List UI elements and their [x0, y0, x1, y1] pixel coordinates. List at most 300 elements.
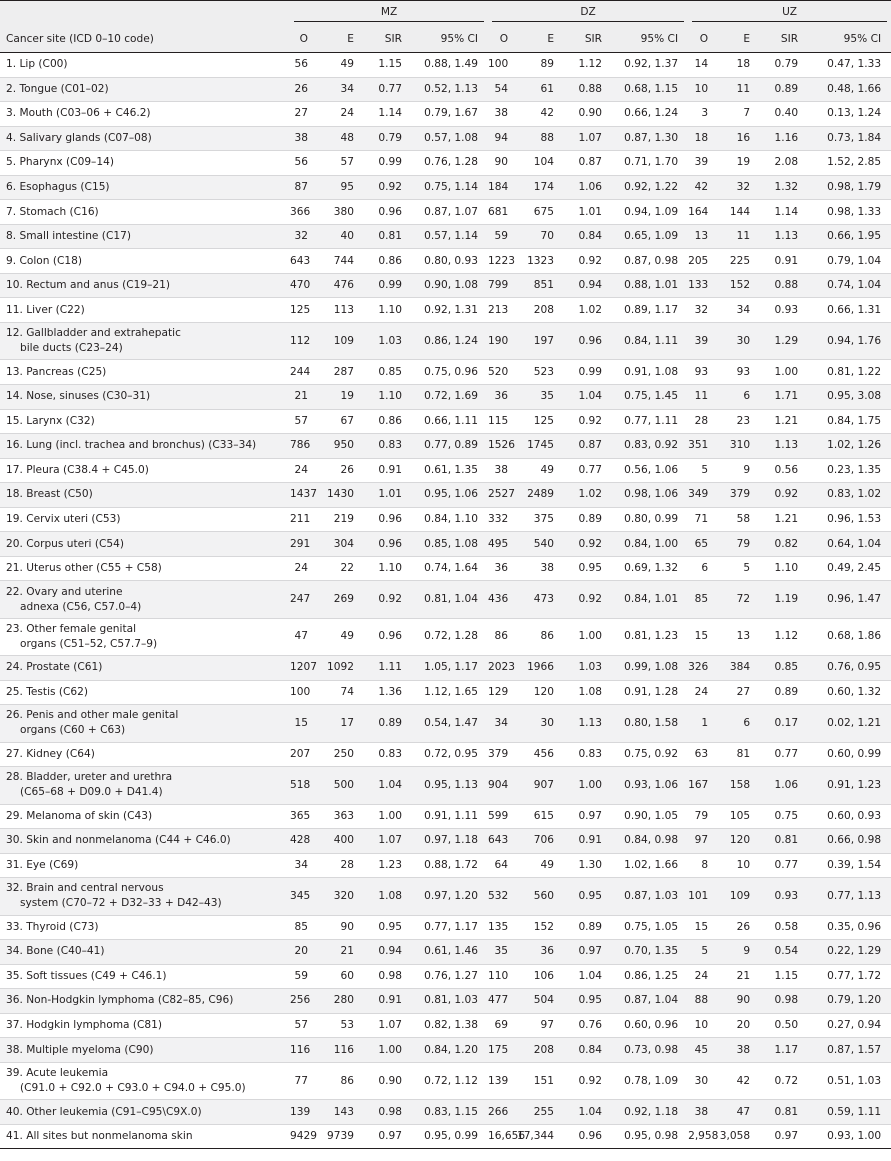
mz-ci-cell: 0.95, 1.13 — [424, 778, 479, 791]
cancer-site-label: 6. Esophagus (C15) — [6, 181, 110, 193]
uz-sir-cell: 0.77 — [774, 858, 799, 871]
uz-sir-cell: 0.82 — [774, 537, 799, 550]
dz-sir-cell: 1.12 — [578, 58, 603, 71]
mz-sir-cell: 0.96 — [378, 512, 402, 525]
uz-observed-cell: 18 — [694, 131, 709, 144]
mz-ci-cell: 0.61, 1.46 — [424, 945, 479, 958]
table-row — [0, 556, 891, 581]
uz-sir-cell: 1.21 — [774, 512, 799, 525]
uz-ci-cell: 0.60, 1.32 — [827, 685, 882, 698]
dz-sir-cell: 0.97 — [578, 809, 603, 822]
column-header-row — [0, 27, 891, 53]
uz-observed-cell: 101 — [688, 889, 709, 902]
uz-ci-cell: 0.95, 3.08 — [827, 390, 882, 403]
uz-sir-cell: 0.97 — [774, 1130, 799, 1143]
uz-sir-cell: 0.81 — [774, 834, 799, 847]
dz-observed-cell: 643 — [488, 834, 509, 847]
uz-observed-cell: 326 — [688, 661, 709, 674]
uz-sir-cell: 0.50 — [774, 1019, 799, 1032]
uz-observed-cell: 15 — [694, 630, 709, 643]
mz-observed-cell: 100 — [290, 685, 311, 698]
dz-expected-cell: 706 — [533, 834, 555, 847]
dz-sir-cell: 0.95 — [578, 562, 603, 575]
dz-expected-cell: 615 — [533, 809, 555, 822]
table-row — [0, 53, 891, 78]
uz-ci-cell: 0.68, 1.86 — [827, 630, 882, 643]
dz-ci-cell: 0.71, 1.70 — [624, 156, 679, 169]
mz-ci-cell: 0.85, 1.08 — [424, 537, 479, 550]
mz-sir-cell: 0.98 — [378, 1105, 402, 1118]
uz-sir-cell: 0.92 — [774, 488, 799, 501]
mz-ci-cell: 0.87, 1.07 — [424, 205, 479, 218]
mz-expected-cell: 21 — [340, 945, 354, 958]
dz-observed-cell: 799 — [488, 279, 509, 292]
mz-expected-cell: 280 — [333, 994, 354, 1007]
cancer-site-label-continued: organs (C51–52, C57.7–9) — [20, 637, 158, 650]
uz-ci-cell: 0.83, 1.02 — [827, 488, 882, 501]
uz-sir-cell: 1.14 — [774, 205, 799, 218]
table-body — [0, 53, 891, 1149]
uz-expected-cell: 9 — [743, 945, 751, 958]
dz-observed-cell: 436 — [488, 593, 509, 606]
mz-ci-cell: 0.81, 1.03 — [424, 994, 479, 1007]
uz-ci-cell: 0.23, 1.35 — [827, 463, 882, 476]
mz-ci-cell: 0.77, 1.17 — [424, 920, 479, 933]
uz-observed-cell: 2,958 — [688, 1130, 719, 1143]
cancer-site-cell — [0, 705, 290, 742]
dz-ci-cell: 0.56, 1.06 — [624, 463, 679, 476]
dz-ci-cell: 0.80, 1.58 — [624, 716, 679, 729]
dz-ci-cell: 0.90, 1.05 — [624, 809, 679, 822]
cancer-site-cell — [0, 581, 290, 618]
mz-ci-cell: 0.77, 0.89 — [424, 439, 479, 452]
uz-ci-cell: 0.81, 1.22 — [827, 365, 882, 378]
cancer-site-cell — [0, 102, 290, 127]
col-header-expected: E — [716, 27, 758, 53]
dz-expected-cell: 375 — [533, 512, 555, 525]
uz-observed-cell: 28 — [694, 414, 709, 427]
uz-ci-cell: 0.96, 1.47 — [827, 593, 882, 606]
dz-expected-cell: 61 — [540, 82, 555, 95]
uz-sir-cell: 0.72 — [774, 1074, 799, 1087]
dz-expected-cell: 88 — [540, 131, 555, 144]
uz-ci-cell: 0.60, 0.93 — [827, 809, 882, 822]
mz-sir-cell: 1.15 — [378, 58, 402, 71]
uz-expected-cell: 26 — [736, 920, 751, 933]
dz-observed-cell: 477 — [488, 994, 509, 1007]
mz-sir-cell: 0.86 — [378, 254, 402, 267]
uz-ci-cell: 1.52, 2.85 — [827, 156, 882, 169]
mz-ci-cell: 1.12, 1.65 — [424, 685, 479, 698]
cancer-site-label: 34. Bone (C40–41) — [6, 945, 105, 958]
uz-observed-cell: 8 — [701, 858, 709, 871]
cancer-site-cell — [0, 249, 290, 274]
dz-sir-cell: 1.04 — [578, 390, 603, 403]
cancer-site-label-continued: organs (C60 + C63) — [20, 724, 126, 737]
cancer-site-label: 21. Uterus other (C55 + C58) — [6, 562, 162, 575]
uz-ci-cell: 0.93, 1.00 — [827, 1130, 882, 1143]
mz-observed-cell: 21 — [294, 390, 308, 403]
dz-ci-cell: 0.80, 0.99 — [624, 512, 679, 525]
uz-expected-cell: 144 — [729, 205, 751, 218]
uz-ci-cell: 0.22, 1.29 — [827, 945, 882, 958]
uz-ci-cell: 1.02, 1.26 — [827, 439, 882, 452]
uz-expected-cell: 105 — [729, 809, 751, 822]
dz-sir-cell: 1.02 — [578, 303, 603, 316]
uz-observed-cell: 14 — [694, 58, 709, 71]
mz-observed-cell: 366 — [290, 205, 311, 218]
uz-sir-cell: 0.89 — [774, 82, 799, 95]
uz-expected-cell: 32 — [736, 181, 751, 193]
uz-sir-cell: 0.98 — [774, 994, 799, 1007]
table-row — [0, 175, 891, 200]
dz-expected-cell: 120 — [533, 685, 555, 698]
uz-sir-cell: 1.15 — [774, 969, 799, 982]
uz-observed-cell: 39 — [694, 334, 709, 347]
uz-observed-cell: 133 — [688, 279, 709, 292]
mz-sir-cell: 0.83 — [378, 747, 402, 760]
uz-observed-cell: 24 — [694, 685, 709, 698]
dz-expected-cell: 675 — [533, 205, 555, 218]
mz-observed-cell: 345 — [290, 889, 311, 902]
mz-ci-cell: 0.76, 1.27 — [424, 969, 479, 982]
uz-observed-cell: 10 — [694, 82, 709, 95]
table-row — [0, 804, 891, 829]
mz-observed-cell: 116 — [290, 1043, 311, 1056]
mz-expected-cell: 19 — [340, 390, 354, 403]
mz-expected-cell: 950 — [333, 439, 354, 452]
mz-expected-cell: 219 — [333, 512, 354, 525]
dz-ci-cell: 0.68, 1.15 — [624, 82, 679, 95]
dz-sir-cell: 1.06 — [578, 181, 603, 193]
dz-observed-cell: 135 — [488, 920, 509, 933]
dz-ci-cell: 0.99, 1.08 — [624, 661, 679, 674]
dz-sir-cell: 0.92 — [578, 1074, 603, 1087]
table-row — [0, 878, 891, 915]
uz-sir-cell: 0.75 — [774, 809, 799, 822]
col-header-ci: 95% CI — [806, 27, 891, 53]
dz-sir-cell: 0.84 — [578, 1043, 603, 1056]
mz-expected-cell: 53 — [340, 1019, 354, 1032]
cancer-site-cell — [0, 1013, 290, 1038]
uz-expected-cell: 7 — [743, 107, 751, 120]
uz-sir-cell: 0.93 — [774, 889, 799, 902]
cancer-site-label: 5. Pharynx (C09–14) — [6, 156, 114, 169]
mz-expected-cell: 49 — [340, 630, 354, 643]
cancer-site-cell — [0, 1100, 290, 1125]
dz-observed-cell: 36 — [494, 390, 509, 403]
mz-observed-cell: 125 — [290, 303, 311, 316]
uz-expected-cell: 90 — [736, 994, 751, 1007]
uz-observed-cell: 85 — [694, 593, 709, 606]
mz-ci-cell: 0.91, 1.11 — [424, 809, 479, 822]
dz-sir-cell: 1.01 — [578, 205, 603, 218]
cancer-site-cell — [0, 175, 290, 200]
mz-ci-cell: 0.57, 1.14 — [424, 230, 479, 243]
table-row — [0, 409, 891, 434]
mz-expected-cell: 26 — [340, 463, 354, 476]
mz-expected-cell: 400 — [333, 834, 354, 847]
mz-sir-cell: 0.89 — [378, 716, 402, 729]
cancer-site-label: 33. Thyroid (C73) — [6, 920, 99, 933]
mz-observed-cell: 85 — [294, 920, 308, 933]
col-header-observed: O — [290, 27, 316, 53]
table-row — [0, 989, 891, 1014]
uz-sir-cell: 0.79 — [774, 58, 799, 71]
mz-ci-cell: 0.75, 0.96 — [424, 365, 479, 378]
uz-observed-cell: 349 — [688, 488, 709, 501]
dz-ci-cell: 1.02, 1.66 — [624, 858, 679, 871]
uz-expected-cell: 47 — [736, 1105, 751, 1118]
uz-ci-cell: 0.60, 0.99 — [827, 747, 882, 760]
cancer-site-cell — [0, 507, 290, 532]
cancer-site-label: 23. Other female genital — [6, 622, 137, 635]
cancer-site-label: 12. Gallbladder and extrahepatic — [6, 327, 181, 340]
table-row — [0, 1038, 891, 1063]
uz-expected-cell: 34 — [736, 303, 751, 316]
table-row — [0, 1013, 891, 1038]
cancer-site-cell — [0, 151, 290, 176]
table-row — [0, 767, 891, 804]
mz-sir-cell: 1.00 — [378, 809, 402, 822]
cancer-site-label: 15. Larynx (C32) — [6, 414, 95, 427]
mz-observed-cell: 87 — [294, 181, 308, 193]
mz-observed-cell: 24 — [294, 562, 308, 575]
dz-expected-cell: 152 — [533, 920, 555, 933]
cancer-site-cell — [0, 878, 290, 915]
cancer-site-label-continued: system (C70–72 + D32–33 + D42–43) — [20, 897, 222, 910]
dz-observed-cell: 599 — [488, 809, 509, 822]
cancer-site-cell — [0, 1124, 290, 1149]
dz-expected-cell: 35 — [540, 390, 555, 403]
uz-expected-cell: 6 — [743, 390, 751, 403]
dz-observed-cell: 904 — [488, 778, 509, 791]
col-header-expected: E — [516, 27, 562, 53]
col-header-ci: 95% CI — [610, 27, 688, 53]
dz-observed-cell: 1223 — [488, 254, 515, 267]
uz-sir-cell: 0.91 — [774, 254, 799, 267]
col-header-expected: E — [316, 27, 362, 53]
mz-sir-cell: 0.98 — [378, 969, 402, 982]
table-row — [0, 249, 891, 274]
uz-sir-cell: 0.54 — [774, 945, 799, 958]
cancer-site-label: 8. Small intestine (C17) — [6, 230, 131, 243]
mz-expected-cell: 1430 — [327, 488, 354, 501]
table-row — [0, 1062, 891, 1099]
cancer-site-cell — [0, 804, 290, 829]
cancer-site-cell — [0, 829, 290, 854]
mz-expected-cell: 116 — [333, 1043, 354, 1056]
dz-observed-cell: 59 — [494, 230, 509, 243]
cancer-site-cell — [0, 1062, 290, 1099]
uz-ci-cell: 0.87, 1.57 — [827, 1043, 882, 1056]
mz-observed-cell: 518 — [290, 778, 311, 791]
table-row — [0, 705, 891, 742]
uz-expected-cell: 72 — [736, 593, 751, 606]
cancer-site-label: 35. Soft tissues (C49 + C46.1) — [6, 969, 167, 982]
group-header-dz: DZ — [488, 1, 688, 27]
mz-expected-cell: 380 — [333, 205, 354, 218]
mz-observed-cell: 9429 — [290, 1130, 317, 1143]
dz-expected-cell: 86 — [540, 630, 555, 643]
dz-observed-cell: 184 — [488, 181, 509, 193]
dz-observed-cell: 38 — [494, 107, 509, 120]
dz-observed-cell: 35 — [494, 945, 509, 958]
mz-expected-cell: 28 — [340, 858, 354, 871]
col-header-sir: SIR — [758, 27, 806, 53]
uz-expected-cell: 18 — [736, 58, 751, 71]
dz-sir-cell: 0.96 — [578, 334, 603, 347]
dz-ci-cell: 0.87, 1.04 — [624, 994, 679, 1007]
cancer-site-label: 3. Mouth (C03–06 + C46.2) — [6, 107, 151, 120]
mz-observed-cell: 26 — [294, 82, 308, 95]
table-row — [0, 507, 891, 532]
mz-sir-cell: 1.07 — [378, 834, 402, 847]
mz-expected-cell: 269 — [333, 593, 354, 606]
uz-ci-cell: 0.27, 0.94 — [827, 1019, 882, 1032]
mz-sir-cell: 1.14 — [378, 107, 402, 120]
mz-ci-cell: 0.83, 1.15 — [424, 1105, 479, 1118]
cancer-site-cell — [0, 767, 290, 804]
dz-ci-cell: 0.84, 1.11 — [624, 334, 679, 347]
uz-observed-cell: 38 — [694, 1105, 709, 1118]
uz-observed-cell: 6 — [701, 562, 709, 575]
mz-expected-cell: 744 — [333, 254, 354, 267]
dz-observed-cell: 64 — [494, 858, 509, 871]
cancer-site-label: 16. Lung (incl. trachea and bronchus) (C33–34) — [6, 439, 257, 452]
uz-sir-cell: 0.40 — [774, 107, 799, 120]
uz-ci-cell: 0.47, 1.33 — [827, 58, 882, 71]
cancer-site-label-continued: (C65–68 + D09.0 + D41.4) — [20, 786, 163, 799]
dz-sir-cell: 0.90 — [578, 107, 603, 120]
mz-expected-cell: 22 — [340, 562, 354, 575]
uz-sir-cell: 0.77 — [774, 747, 799, 760]
uz-observed-cell: 97 — [694, 834, 709, 847]
mz-sir-cell: 0.77 — [378, 82, 402, 95]
uz-observed-cell: 30 — [694, 1074, 709, 1087]
group-header-uz: UZ — [688, 1, 891, 27]
uz-ci-cell: 0.51, 1.03 — [827, 1074, 882, 1087]
mz-expected-cell: 1092 — [327, 661, 354, 674]
cancer-site-label: 13. Pancreas (C25) — [6, 365, 107, 378]
mz-ci-cell: 0.90, 1.08 — [424, 279, 479, 292]
dz-expected-cell: 106 — [533, 969, 555, 982]
mz-sir-cell: 0.92 — [378, 593, 402, 606]
cancer-site-cell — [0, 680, 290, 705]
mz-observed-cell: 211 — [290, 512, 311, 525]
cancer-site-cell — [0, 940, 290, 965]
dz-observed-cell: 86 — [494, 630, 509, 643]
uz-ci-cell: 0.98, 1.79 — [827, 181, 882, 193]
mz-ci-cell: 0.81, 1.04 — [424, 593, 479, 606]
dz-ci-cell: 0.81, 1.23 — [624, 630, 679, 643]
mz-observed-cell: 57 — [294, 1019, 308, 1032]
mz-ci-cell: 0.95, 0.99 — [424, 1130, 479, 1143]
uz-expected-cell: 379 — [729, 488, 751, 501]
dz-ci-cell: 0.65, 1.09 — [624, 230, 679, 243]
mz-observed-cell: 428 — [290, 834, 311, 847]
uz-expected-cell: 81 — [736, 747, 751, 760]
dz-expected-cell: 473 — [533, 593, 555, 606]
mz-sir-cell: 0.96 — [378, 630, 402, 643]
dz-sir-cell: 0.99 — [578, 365, 603, 378]
uz-observed-cell: 351 — [688, 439, 709, 452]
mz-sir-cell: 0.81 — [378, 230, 402, 243]
table-row — [0, 915, 891, 940]
uz-sir-cell: 1.16 — [774, 131, 799, 144]
uz-ci-cell: 0.91, 1.23 — [827, 778, 882, 791]
uz-expected-cell: 6 — [743, 716, 751, 729]
cancer-site-label: 10. Rectum and anus (C19–21) — [6, 279, 171, 292]
mz-expected-cell: 9739 — [327, 1130, 354, 1143]
dz-sir-cell: 1.02 — [578, 488, 603, 501]
cancer-site-label: 22. Ovary and uterine — [6, 585, 123, 598]
uz-expected-cell: 152 — [729, 279, 751, 292]
mz-expected-cell: 57 — [340, 156, 354, 169]
uz-observed-cell: 10 — [694, 1019, 709, 1032]
uz-ci-cell: 0.77, 1.72 — [827, 969, 882, 982]
dz-expected-cell: 523 — [533, 365, 555, 378]
mz-observed-cell: 27 — [294, 107, 308, 120]
uz-observed-cell: 45 — [694, 1043, 709, 1056]
dz-expected-cell: 255 — [533, 1105, 555, 1118]
col-header-cancer-site: Cancer site (ICD 0–10 code) — [0, 27, 290, 53]
mz-ci-cell: 1.05, 1.17 — [424, 661, 479, 674]
uz-observed-cell: 15 — [694, 920, 709, 933]
dz-sir-cell: 1.03 — [578, 661, 603, 674]
uz-expected-cell: 16 — [736, 131, 751, 144]
dz-sir-cell: 0.87 — [578, 156, 603, 169]
mz-sir-cell: 1.07 — [378, 1019, 402, 1032]
dz-expected-cell: 907 — [533, 778, 555, 791]
uz-observed-cell: 205 — [688, 254, 709, 267]
cancer-site-label: 18. Breast (C50) — [6, 488, 93, 501]
cancer-site-cell — [0, 556, 290, 581]
dz-observed-cell: 2023 — [488, 661, 515, 674]
cancer-site-label-continued: bile ducts (C23–24) — [20, 342, 123, 355]
cancer-site-label: 29. Melanoma of skin (C43) — [6, 809, 153, 822]
mz-ci-cell: 0.97, 1.18 — [424, 834, 479, 847]
col-header-ci: 95% CI — [410, 27, 488, 53]
mz-sir-cell: 0.96 — [378, 537, 402, 550]
uz-observed-cell: 164 — [688, 205, 709, 218]
mz-expected-cell: 48 — [340, 131, 354, 144]
table-row — [0, 581, 891, 618]
mz-expected-cell: 363 — [333, 809, 354, 822]
dz-ci-cell: 0.98, 1.06 — [624, 488, 679, 501]
mz-observed-cell: 256 — [290, 994, 311, 1007]
mz-sir-cell: 0.99 — [378, 156, 402, 169]
dz-sir-cell: 1.04 — [578, 969, 603, 982]
uz-expected-cell: 23 — [736, 414, 751, 427]
dz-sir-cell: 1.13 — [578, 716, 603, 729]
uz-sir-cell: 1.13 — [774, 230, 799, 243]
uz-expected-cell: 225 — [729, 254, 751, 267]
dz-expected-cell: 208 — [533, 303, 555, 316]
uz-expected-cell: 30 — [736, 334, 751, 347]
dz-observed-cell: 94 — [494, 131, 509, 144]
dz-expected-cell: 1745 — [527, 439, 555, 452]
uz-ci-cell: 0.79, 1.04 — [827, 254, 882, 267]
cancer-site-label: 32. Brain and central nervous — [6, 882, 164, 895]
dz-expected-cell: 125 — [533, 414, 555, 427]
dz-observed-cell: 266 — [488, 1105, 509, 1118]
dz-observed-cell: 110 — [488, 969, 509, 982]
uz-expected-cell: 158 — [729, 778, 751, 791]
uz-ci-cell: 0.39, 1.54 — [827, 858, 882, 871]
table-row — [0, 964, 891, 989]
uz-expected-cell: 11 — [736, 82, 751, 95]
